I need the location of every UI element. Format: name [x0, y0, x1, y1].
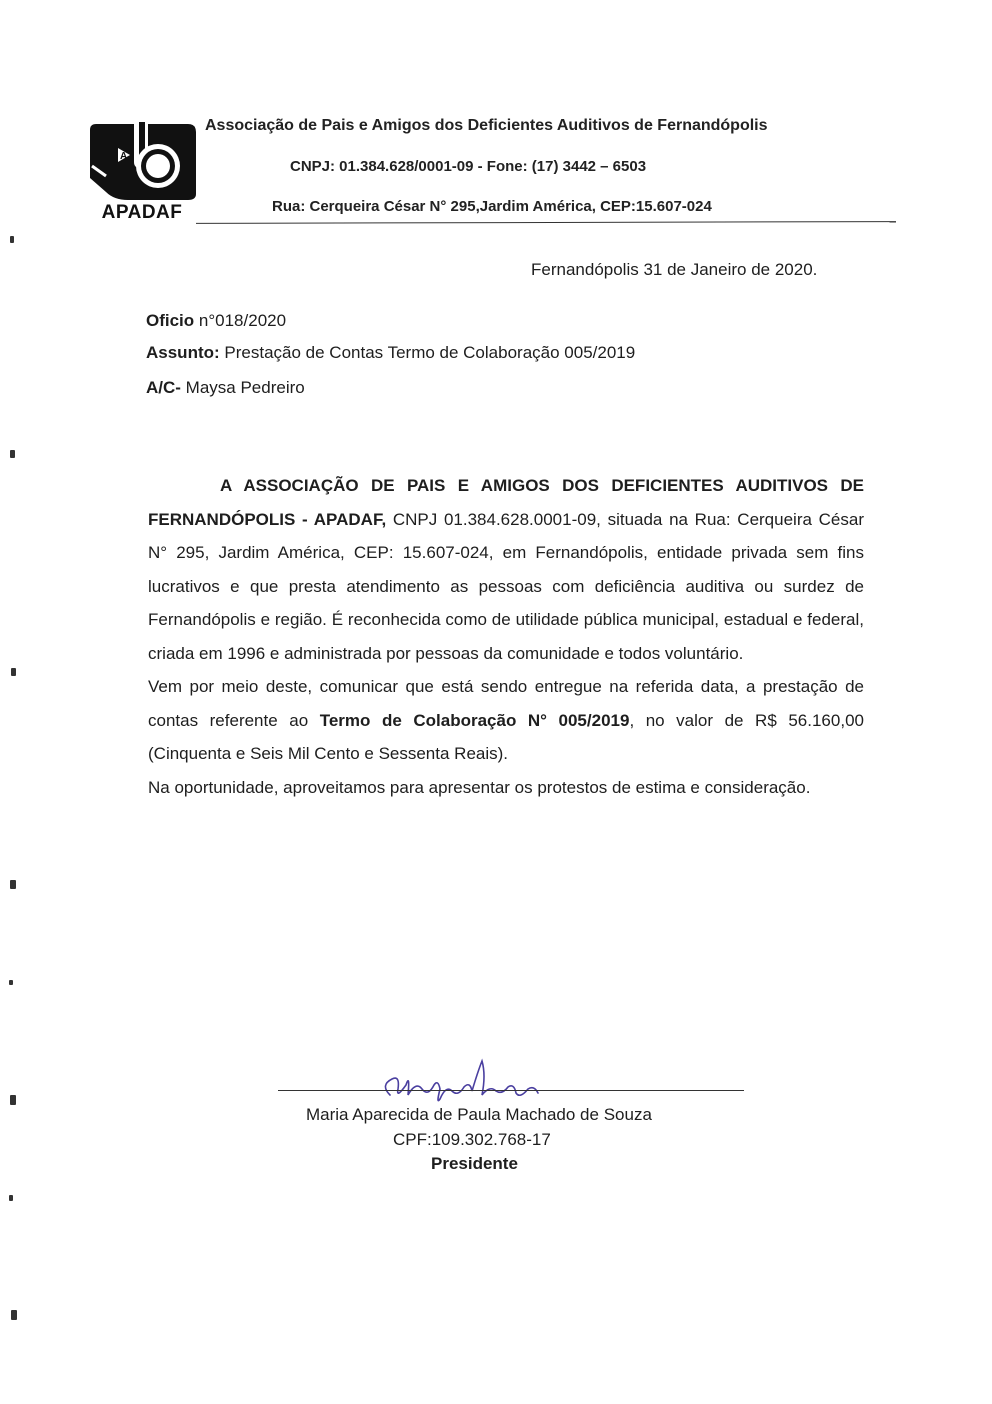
- assunto-label: Assunto:: [146, 343, 220, 362]
- term-reference: Termo de Colaboração N° 005/2019: [319, 710, 630, 730]
- signature-line: [278, 1090, 744, 1091]
- oficio-label: Oficio: [146, 311, 195, 330]
- entity-description: CNPJ 01.384.628.0001-09, situada na Rua: Cerqueira César N° 295, Jardim América, CEP: 15.607-024, em Fernandópolis, entidade privada sem fins lucrativos e que presta atendimento as pessoas com deficiência auditiva ou surdez de Fernandópolis e região. É reconhecida como de utilidade pública municipal, estadual e federal, criada em 1996 e administrada por pessoas da comunidade e todos voluntário.: [148, 509, 864, 663]
- scan-speck: [10, 236, 14, 243]
- signatory-name: Maria Aparecida de Paula Machado de Souza: [306, 1105, 652, 1124]
- organization-address: Rua: Cerqueira César N° 295,Jardim América, CEP:15.607-024: [272, 198, 712, 215]
- body-paragraph-2: [148, 670, 864, 771]
- body-paragraph-3: [148, 771, 864, 805]
- scan-speck: [11, 668, 16, 676]
- letter-body: [148, 469, 864, 804]
- signatory-cpf: CPF:109.302.768-17: [393, 1130, 551, 1149]
- organization-name: Associação de Pais e Amigos dos Deficientes Auditivos de Fernandópolis: [205, 117, 768, 134]
- logo-graphic: [84, 122, 200, 204]
- organization-cnpj-phone: CNPJ: 01.384.628/0001-09 - Fone: (17) 3442 – 6503: [290, 158, 647, 175]
- signatory-role: Presidente: [431, 1154, 518, 1173]
- scan-speck: [10, 1095, 16, 1105]
- attention-label: A/C-: [146, 378, 181, 397]
- scan-speck: [11, 1310, 17, 1320]
- oficio-value: n°018/2020: [194, 311, 287, 330]
- oficio-line: [146, 311, 286, 331]
- amount-text: , no valor de R$ 56.160,00 (Cinquenta e Seis Mil Cento e Sessenta Reais).: [148, 710, 864, 763]
- assunto-value: Prestação de Contas Termo de Colaboração 005/2019: [219, 343, 636, 362]
- body-paragraph-1: [148, 469, 864, 670]
- communication-text: Vem por meio deste, comunicar que está sendo entregue na referida data, a prestação de contas referente ao: [148, 677, 864, 730]
- attention-line: [146, 378, 305, 398]
- scan-speck: [9, 980, 13, 985]
- apadaf-logo: [84, 122, 200, 222]
- scan-speck: [9, 1195, 13, 1201]
- attention-value: Maysa Pedreiro: [180, 378, 305, 397]
- letter-date: Fernandópolis 31 de Janeiro de 2020.: [531, 260, 818, 279]
- letterhead-divider: [196, 221, 896, 224]
- closing-text: Na oportunidade, aproveitamos para apresentar os protestos de estima e consideração.: [148, 777, 811, 797]
- logo-wordmark: APADAF: [101, 202, 183, 223]
- scan-speck: [10, 880, 16, 889]
- entity-name: A ASSOCIAÇÃO DE PAIS E AMIGOS DOS DEFICIENTES AUDITIVOS DE FERNANDÓPOLIS - APADAF,: [148, 476, 864, 529]
- scan-speck: [10, 450, 15, 458]
- svg-text:A: A: [120, 151, 128, 162]
- assunto-line: [146, 343, 635, 363]
